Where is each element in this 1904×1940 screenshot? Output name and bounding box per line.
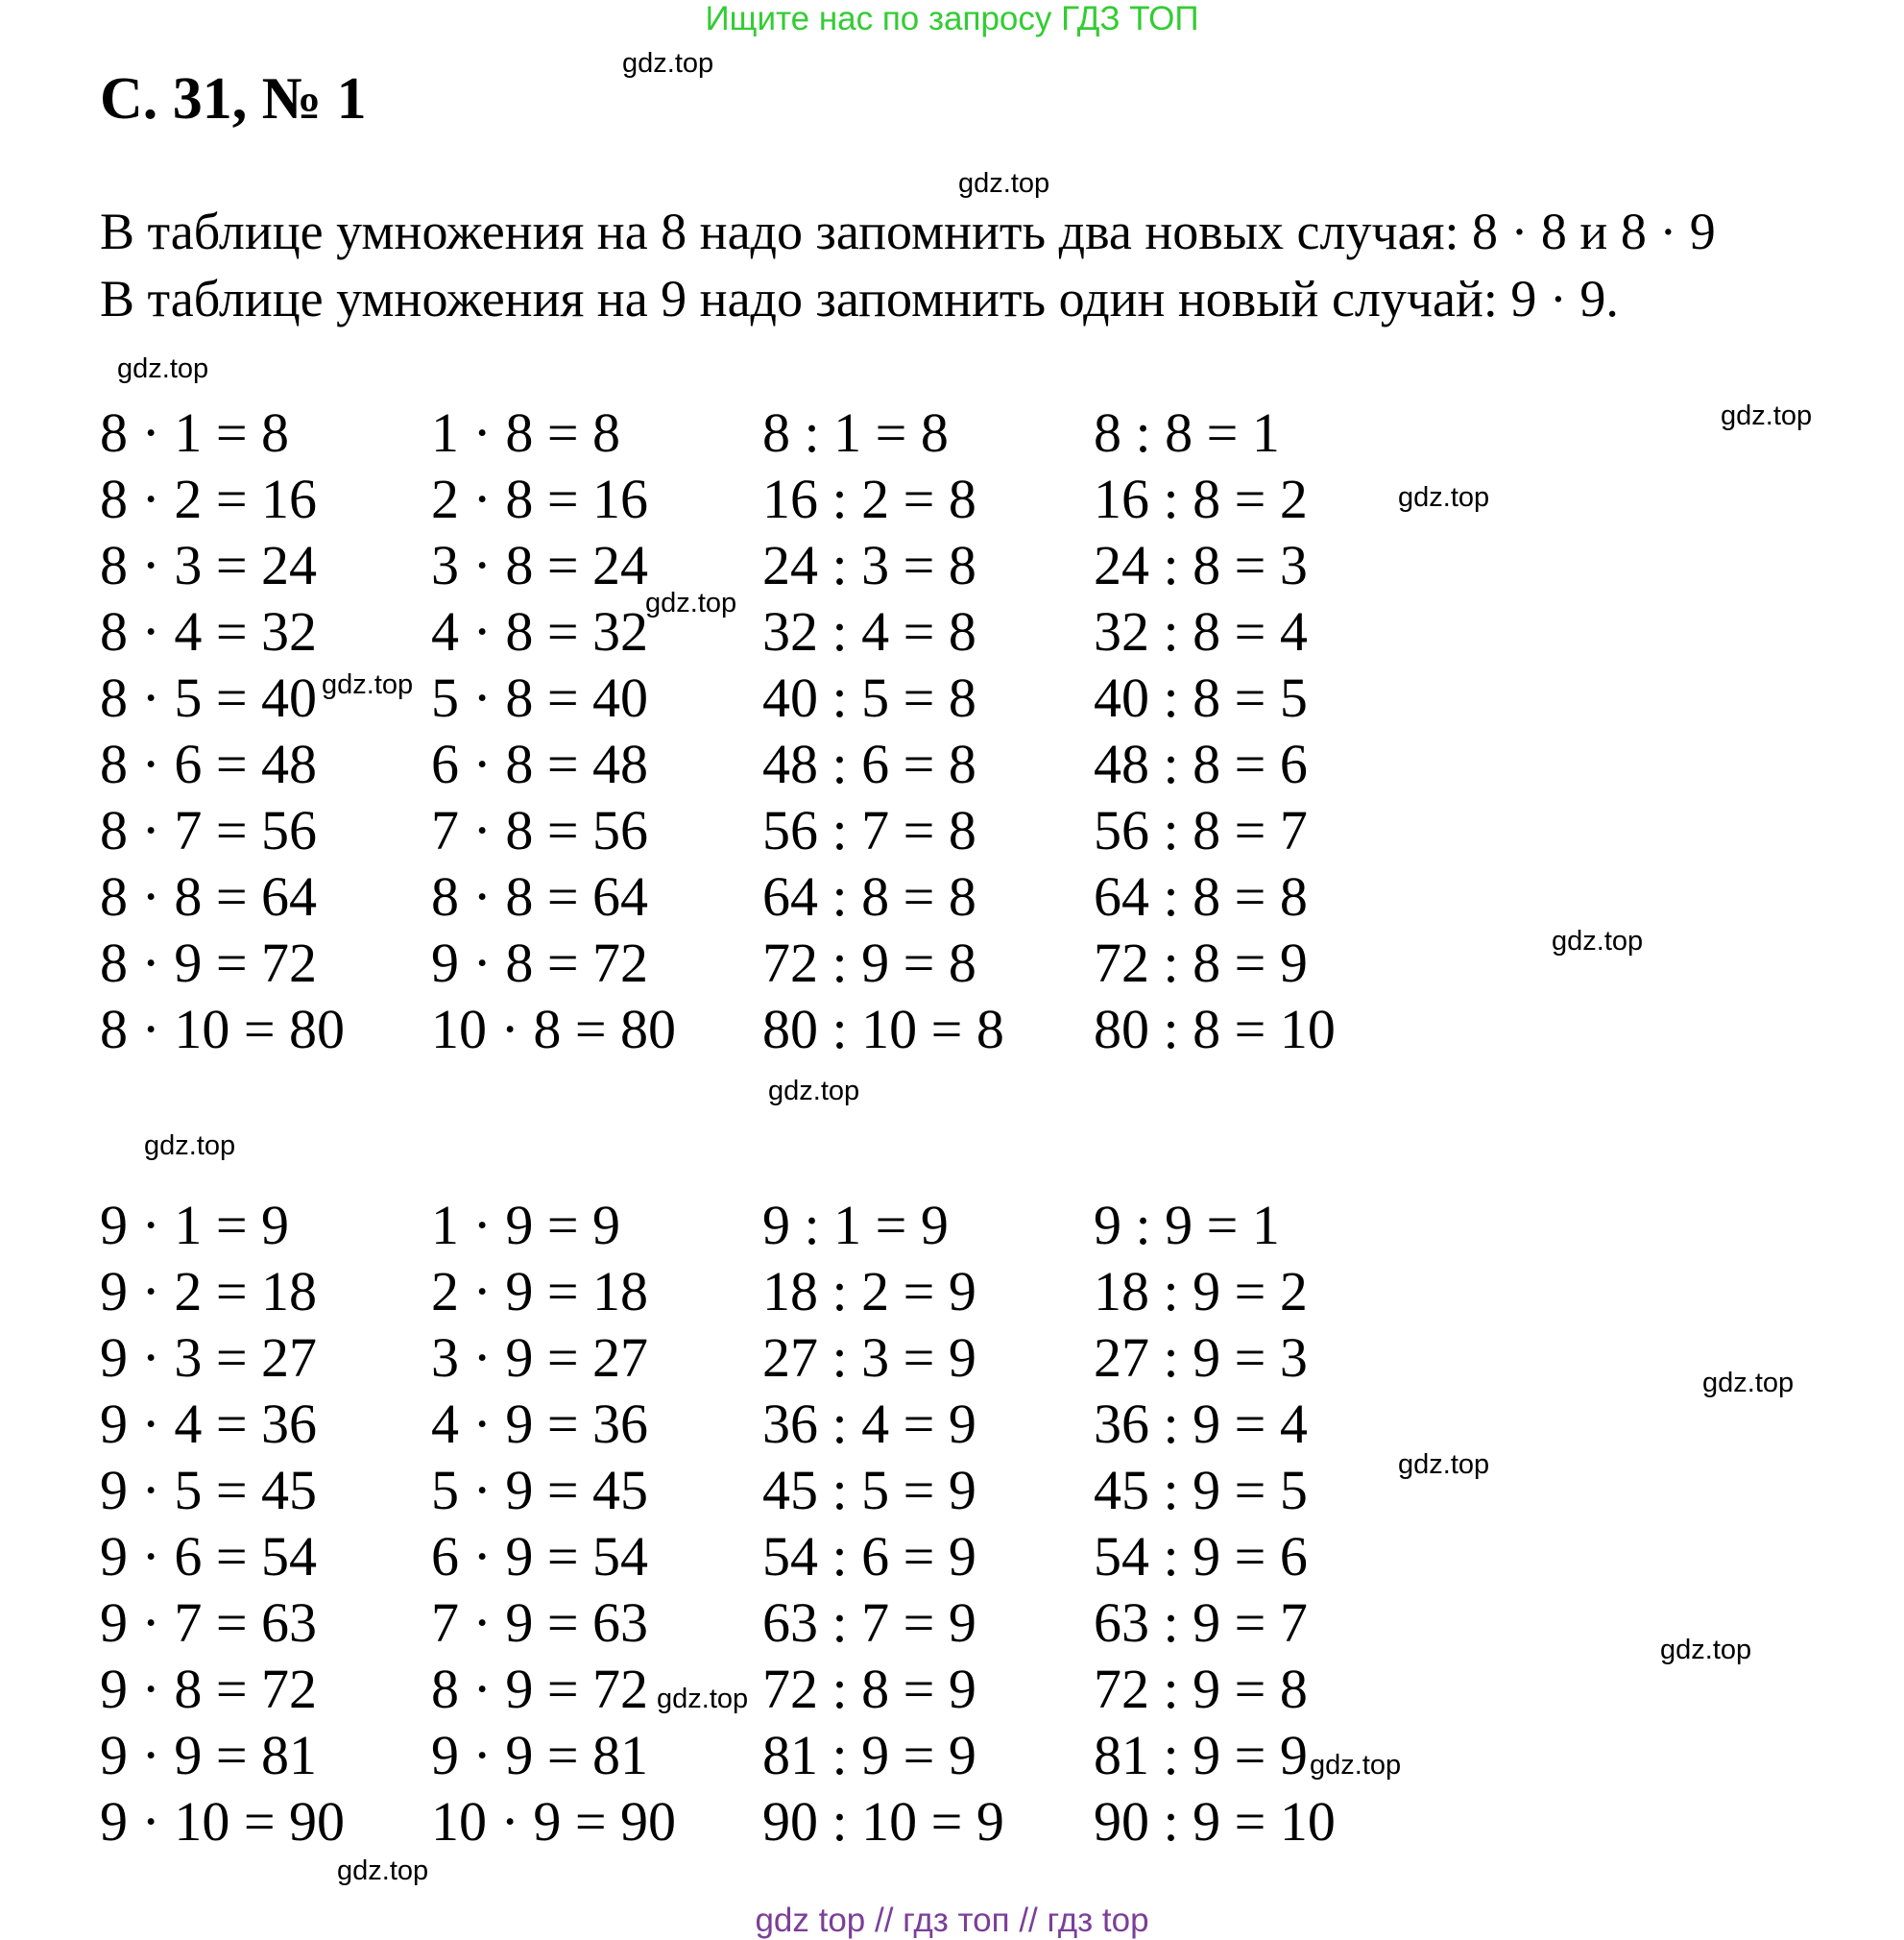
equation-cell: 9 · 9 = 81 — [100, 1724, 318, 1786]
equation-cell: 2 · 8 = 16 — [431, 468, 649, 530]
equation-cell: 18 : 9 = 2 — [1094, 1260, 1308, 1322]
footer-links: gdz top // гдз топ // гдз top — [755, 1902, 1149, 1939]
equation-cell: 48 : 8 = 6 — [1094, 733, 1308, 795]
equation-cell: 18 : 2 = 9 — [762, 1260, 976, 1322]
equation-cell: 8 · 2 = 16 — [100, 468, 318, 530]
equation-cell: 45 : 9 = 5 — [1094, 1459, 1308, 1521]
equation-cell: 9 · 7 = 63 — [100, 1591, 318, 1654]
equation-cell: 8 · 9 = 72 — [431, 1658, 649, 1720]
equation-cell: 9 · 4 = 36 — [100, 1393, 318, 1455]
watermark: gdz.top — [958, 168, 1050, 199]
equation-cell: 9 · 5 = 45 — [100, 1459, 318, 1521]
equation-cell: 9 · 8 = 72 — [100, 1658, 318, 1720]
equation-cell: 90 : 9 = 10 — [1094, 1790, 1336, 1853]
watermark: gdz.top — [1398, 1449, 1490, 1480]
equation-cell: 8 · 4 = 32 — [100, 600, 318, 663]
equation-cell: 6 · 8 = 48 — [431, 733, 649, 795]
equation-cell: 4 · 8 = 32 — [431, 600, 649, 663]
equation-cell: 6 · 9 = 54 — [431, 1525, 649, 1588]
watermark: gdz.top — [1398, 482, 1490, 513]
watermark: gdz.top — [622, 48, 714, 79]
equation-cell: 24 : 8 = 3 — [1094, 534, 1308, 596]
equation-cell: 16 : 2 = 8 — [762, 468, 976, 530]
equation-cell: 56 : 7 = 8 — [762, 799, 976, 861]
watermark: gdz.top — [337, 1855, 429, 1886]
equation-cell: 10 · 8 = 80 — [431, 998, 677, 1060]
equation-cell: 56 : 8 = 7 — [1094, 799, 1308, 861]
equation-cell: 24 : 3 = 8 — [762, 534, 976, 596]
equation-cell: 9 · 8 = 72 — [431, 932, 649, 994]
equation-cell: 8 · 8 = 64 — [100, 865, 318, 928]
equation-cell: 32 : 8 = 4 — [1094, 600, 1308, 663]
watermark: gdz.top — [1660, 1635, 1752, 1665]
equation-cell: 8 · 6 = 48 — [100, 733, 318, 795]
equation-cell: 9 : 9 = 1 — [1094, 1194, 1280, 1256]
equation-cell: 9 · 9 = 81 — [431, 1724, 649, 1786]
equation-cell: 9 · 3 = 27 — [100, 1326, 318, 1389]
watermark: gdz.top — [657, 1684, 749, 1714]
equation-cell: 5 · 8 = 40 — [431, 667, 649, 729]
equation-cell: 7 · 8 = 56 — [431, 799, 649, 861]
equation-cell: 36 : 9 = 4 — [1094, 1393, 1308, 1455]
watermark: gdz.top — [1552, 926, 1644, 957]
equation-cell: 80 : 10 = 8 — [762, 998, 1004, 1060]
equation-cell: 54 : 6 = 9 — [762, 1525, 976, 1588]
equation-cell: 9 · 1 = 9 — [100, 1194, 290, 1256]
equation-cell: 72 : 9 = 8 — [1094, 1658, 1308, 1720]
equation-cell: 8 · 9 = 72 — [100, 932, 318, 994]
equation-cell: 1 · 9 = 9 — [431, 1194, 621, 1256]
equation-cell: 63 : 9 = 7 — [1094, 1591, 1308, 1654]
equation-cell: 8 · 1 = 8 — [100, 401, 290, 464]
equation-cell: 72 : 9 = 8 — [762, 932, 976, 994]
watermark: gdz.top — [768, 1076, 860, 1106]
equation-cell: 10 · 9 = 90 — [431, 1790, 677, 1853]
watermark: gdz.top — [1721, 400, 1813, 431]
equation-cell: 63 : 7 = 9 — [762, 1591, 976, 1654]
equation-cell: 8 · 3 = 24 — [100, 534, 318, 596]
equation-cell: 80 : 8 = 10 — [1094, 998, 1336, 1060]
equation-cell: 81 : 9 = 9 — [762, 1724, 976, 1786]
equation-cell: 8 · 10 = 80 — [100, 998, 346, 1060]
intro-line-2: В таблице умножения на 9 надо запомнить один новый случай: 9 · 9. — [100, 270, 1619, 327]
equation-cell: 8 : 8 = 1 — [1094, 401, 1280, 464]
equation-cell: 3 · 8 = 24 — [431, 534, 649, 596]
equation-cell: 3 · 9 = 27 — [431, 1326, 649, 1389]
equation-cell: 8 : 1 = 8 — [762, 401, 949, 464]
equation-cell: 54 : 9 = 6 — [1094, 1525, 1308, 1588]
equation-cell: 72 : 8 = 9 — [1094, 932, 1308, 994]
equation-cell: 9 · 10 = 90 — [100, 1790, 346, 1853]
equation-cell: 40 : 5 = 8 — [762, 667, 976, 729]
equation-cell: 40 : 8 = 5 — [1094, 667, 1308, 729]
equation-cell: 8 · 8 = 64 — [431, 865, 649, 928]
equation-cell: 4 · 9 = 36 — [431, 1393, 649, 1455]
search-banner: Ищите нас по запросу ГДЗ ТОП — [705, 0, 1199, 37]
watermark: gdz.top — [645, 588, 737, 618]
equation-cell: 9 : 1 = 9 — [762, 1194, 949, 1256]
equation-cell: 64 : 8 = 8 — [1094, 865, 1308, 928]
equation-cell: 8 · 7 = 56 — [100, 799, 318, 861]
equation-cell: 64 : 8 = 8 — [762, 865, 976, 928]
watermark: gdz.top — [117, 353, 209, 384]
equation-cell: 9 · 6 = 54 — [100, 1525, 318, 1588]
equation-cell: 81 : 9 = 9 — [1094, 1724, 1308, 1786]
equation-cell: 45 : 5 = 9 — [762, 1459, 976, 1521]
equation-cell: 90 : 10 = 9 — [762, 1790, 1004, 1853]
equation-cell: 32 : 4 = 8 — [762, 600, 976, 663]
equation-cell: 9 · 2 = 18 — [100, 1260, 318, 1322]
page-heading: С. 31, № 1 — [100, 66, 367, 132]
watermark: gdz.top — [1702, 1368, 1795, 1398]
watermark: gdz.top — [322, 669, 414, 700]
equation-cell: 2 · 9 = 18 — [431, 1260, 649, 1322]
equation-cell: 72 : 8 = 9 — [762, 1658, 976, 1720]
equation-cell: 27 : 3 = 9 — [762, 1326, 976, 1389]
equation-cell: 7 · 9 = 63 — [431, 1591, 649, 1654]
watermark: gdz.top — [144, 1130, 236, 1161]
equation-cell: 8 · 5 = 40 — [100, 667, 318, 729]
equation-cell: 5 · 9 = 45 — [431, 1459, 649, 1521]
watermark: gdz.top — [1310, 1750, 1402, 1781]
equation-cell: 27 : 9 = 3 — [1094, 1326, 1308, 1389]
equation-cell: 36 : 4 = 9 — [762, 1393, 976, 1455]
intro-line-1: В таблице умножения на 8 надо запомнить два новых случая: 8 · 8 и 8 · 9 — [100, 203, 1716, 260]
equation-cell: 16 : 8 = 2 — [1094, 468, 1308, 530]
equation-cell: 48 : 6 = 8 — [762, 733, 976, 795]
equation-cell: 1 · 8 = 8 — [431, 401, 621, 464]
